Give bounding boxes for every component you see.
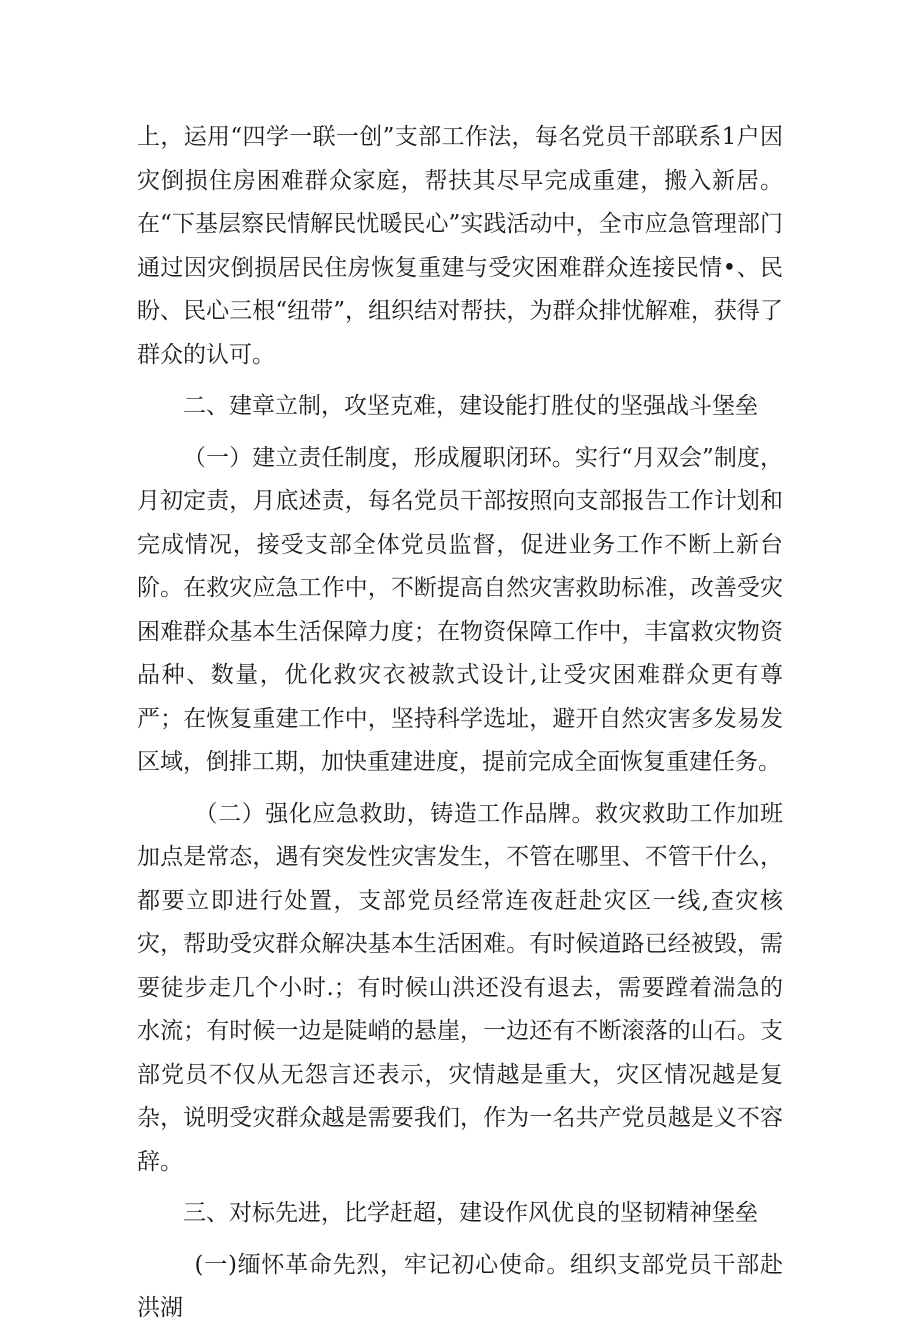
paragraph-2-1: （一）建立责任制度，形成履职闭环。实行“月双会”制度，月初定责，月底述责，每名党员干部按照向支部报告工作计划和完成情况，接受支部全体党员监督，促进业务工作不断上新台阶。在救灾应急工作中，不断提高自然灾害救助标准，改善受灾困难群众基本生活保障力度；在物资保障工作中，丰富救灾物资品种、数量，优化救灾衣被款式设计,让受灾困难群众更有尊严；在恢复重建工作中，坚持科学选址，避开自然灾害多发易发区域，倒排工期，加快重建进度，提前完成全面恢复重建任务。 [137, 444, 783, 775]
paragraph-3-1: (一)缅怀革命先烈，牢记初心使命。组织支部党员干部赴洪湖 [137, 1251, 783, 1321]
section-heading-3: 三、对标先进，比学赶超，建设作风优良的坚韧精神堡垒 [183, 1200, 758, 1226]
section-heading-2: 二、建章立制，攻坚克难，建设能打胜仗的坚强战斗堡垒 [183, 393, 758, 419]
paragraph-2-2: （二）强化应急救助，铸造工作品牌。救灾救助工作加班加点是常态，遇有突发性灾害发生，不管在哪里、不管干什么，都要立即进行处置，支部党员经常连夜赶赴灾区一线,查灾核灾，帮助受灾群众解决基本生活困难。有时候道路已经被毁，需要徒步走几个小时.；有时候山洪还没有退去，需要蹚着湍急的水流；有时候一边是陡峭的悬崖，一边还有不断滚落的山石。支部党员不仅从无怨言还表示，灾情越是重大，灾区情况越是复杂，说明受灾群众越是需要我们，作为一名共产党员越是义不容辞。 [137, 800, 783, 1175]
document-body [137, 116, 783, 1339]
paragraph-continuation: 上，运用“四学一联一创”支部工作法，每名党员干部联系1户因灾倒损住房困难群众家庭，帮扶其尽早完成重建，搬入新居。在“下基层察民情解民忧暖民心”实践活动中，全市应急管理部门通过因灾倒损居民住房恢复重建与受灾困难群众连接民情•、民盼、民心三根“纽带”，组织结对帮扶，为群众排忧解难，获得了群众的认可。 [137, 124, 783, 368]
